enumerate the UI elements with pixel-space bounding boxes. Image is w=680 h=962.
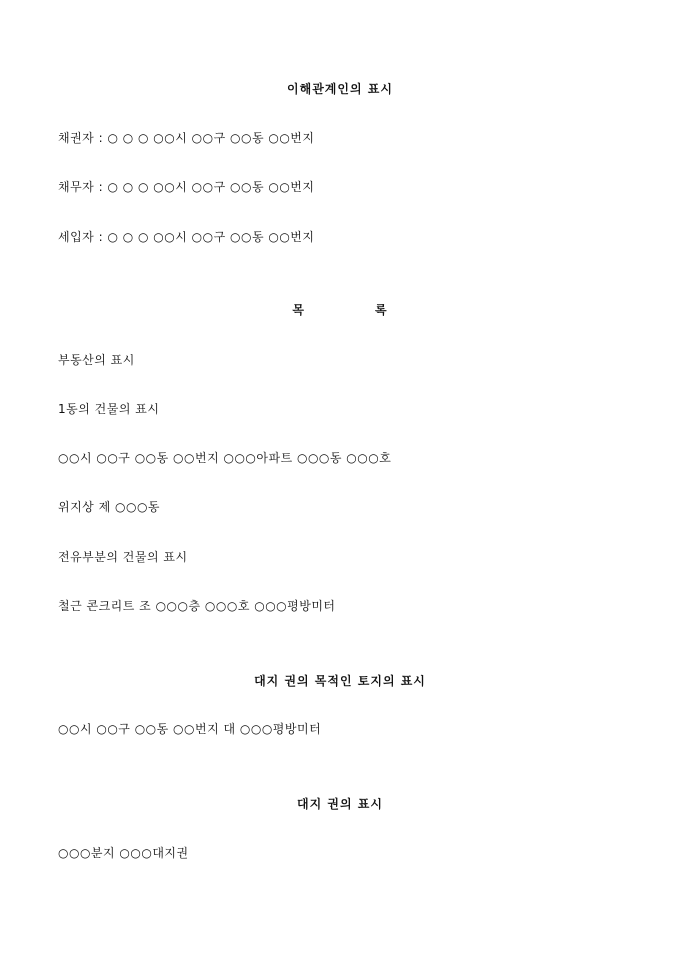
exclusive-title: 전유부분의 건물의 표시 <box>58 550 188 564</box>
location-line: 위지상 제 ○○○동 <box>58 500 161 514</box>
land-right-display-title: 대지 권의 표시 <box>297 797 383 811</box>
inventory-title <box>0 302 680 318</box>
land-rights-desc: ○○시 ○○구 ○○동 ○○번지 대 ○○○평방미터 <box>58 722 322 736</box>
building-address: ○○시 ○○구 ○○동 ○○번지 ○○○아파트 ○○○동 ○○○호 <box>58 451 392 465</box>
creditor-line: 채권자 : ○ ○ ○ ○○시 ○○구 ○○동 ○○번지 <box>58 131 315 145</box>
inventory-title-right: 록 <box>375 303 388 317</box>
property-title: 부동산의 표시 <box>58 353 135 367</box>
inventory-title-left: 목 <box>292 303 305 317</box>
land-rights-title: 대지 권의 목적인 토지의 표시 <box>254 674 426 688</box>
building-title: 1동의 건물의 표시 <box>58 402 160 416</box>
exclusive-desc: 철근 콘크리트 조 ○○○층 ○○○호 ○○○평방미터 <box>58 599 336 613</box>
interested-parties-title: 이해관계인의 표시 <box>287 82 393 96</box>
debtor-line: 채무자 : ○ ○ ○ ○○시 ○○구 ○○동 ○○번지 <box>58 180 315 194</box>
tenant-line: 세입자 : ○ ○ ○ ○○시 ○○구 ○○동 ○○번지 <box>58 230 315 244</box>
land-right-display-desc: ○○○분지 ○○○대지권 <box>58 846 189 860</box>
